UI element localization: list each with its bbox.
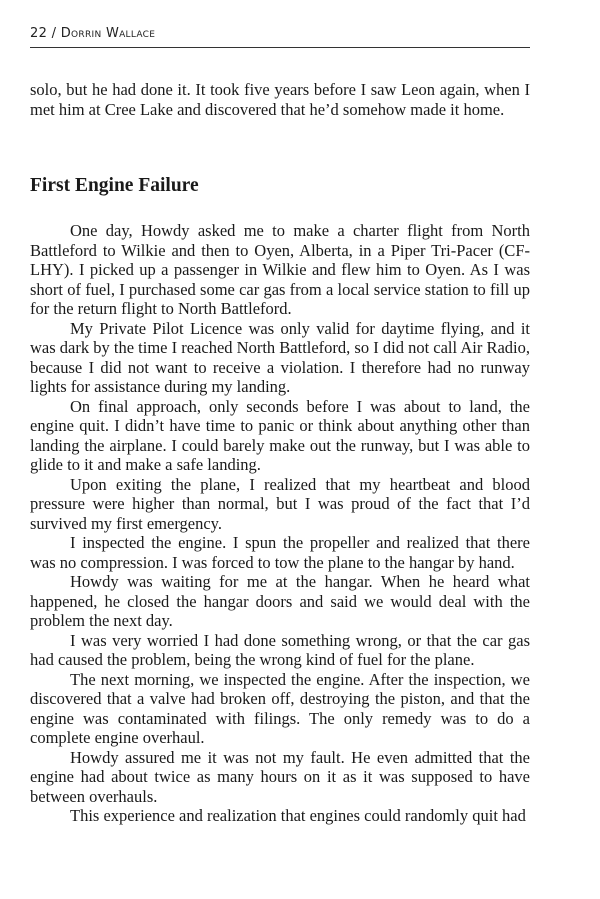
paragraph: solo, but he had done it. It took five years before I saw Leon again, when I met him at Cree Lake and discovered that he’d somehow made it home. — [30, 80, 530, 119]
running-head — [30, 26, 530, 41]
paragraph: Howdy was waiting for me at the hangar. When he heard what happened, he closed the hangar doors and said we would deal with the problem the next day. — [30, 572, 530, 630]
paragraph: The next morning, we inspected the engine. After the inspection, we discovered that a valve had broken off, destroying the piston, and that the engine was contaminated with filings. The only remedy was to do a complete engine overhaul. — [30, 669, 530, 747]
author-name: Dorrin Wallace — [60, 26, 156, 41]
paragraph: On final approach, only seconds before I was about to land, the engine quit. I didn’t have time to panic or think about anything other than landing the airplane. I could barely make out the runway, but I was able to glide to it and make a safe landing. — [30, 396, 530, 474]
paragraph: My Private Pilot Licence was only valid for daytime flying, and it was dark by the time I reached North Battleford, so I did not call Air Radio, because I did not want to receive a violation. I therefore had no runway lights for assistance during my landing. — [30, 318, 530, 396]
paragraph: Upon exiting the plane, I realized that my heartbeat and blood pressure were higher than normal, but I was proud of the fact that I’d survived my first emergency. — [30, 474, 530, 533]
header-rule — [30, 47, 530, 48]
page-number: 22 — [30, 26, 48, 41]
paragraph: One day, Howdy asked me to make a charter flight from North Battleford to Wilkie and then to Oyen, Alberta, in a Piper Tri-Pacer (CF-LHY). I picked up a passenger in Wilkie and flew him to Oyen. As I was short of fuel, I purchased some car gas from a local service station to fill up for the return flight to North Battleford. — [30, 221, 530, 318]
section-body — [30, 221, 530, 826]
paragraph: I was very worried I had done something wrong, or that the car gas had caused the problem, being the wrong kind of fuel for the plane. — [30, 630, 530, 669]
carryover-text — [30, 80, 530, 119]
paragraph: I inspected the engine. I spun the propeller and realized that there was no compression. I was forced to tow the plane to the hangar by hand. — [30, 533, 530, 572]
header-separator: / — [51, 26, 57, 41]
paragraph: Howdy assured me it was not my fault. He even admitted that the engine had about twice as many hours on it as it was supposed to have between overhauls. — [30, 747, 530, 806]
section-heading: First Engine Failure — [30, 175, 199, 196]
paragraph: This experience and realization that engines could randomly quit had — [70, 806, 526, 825]
